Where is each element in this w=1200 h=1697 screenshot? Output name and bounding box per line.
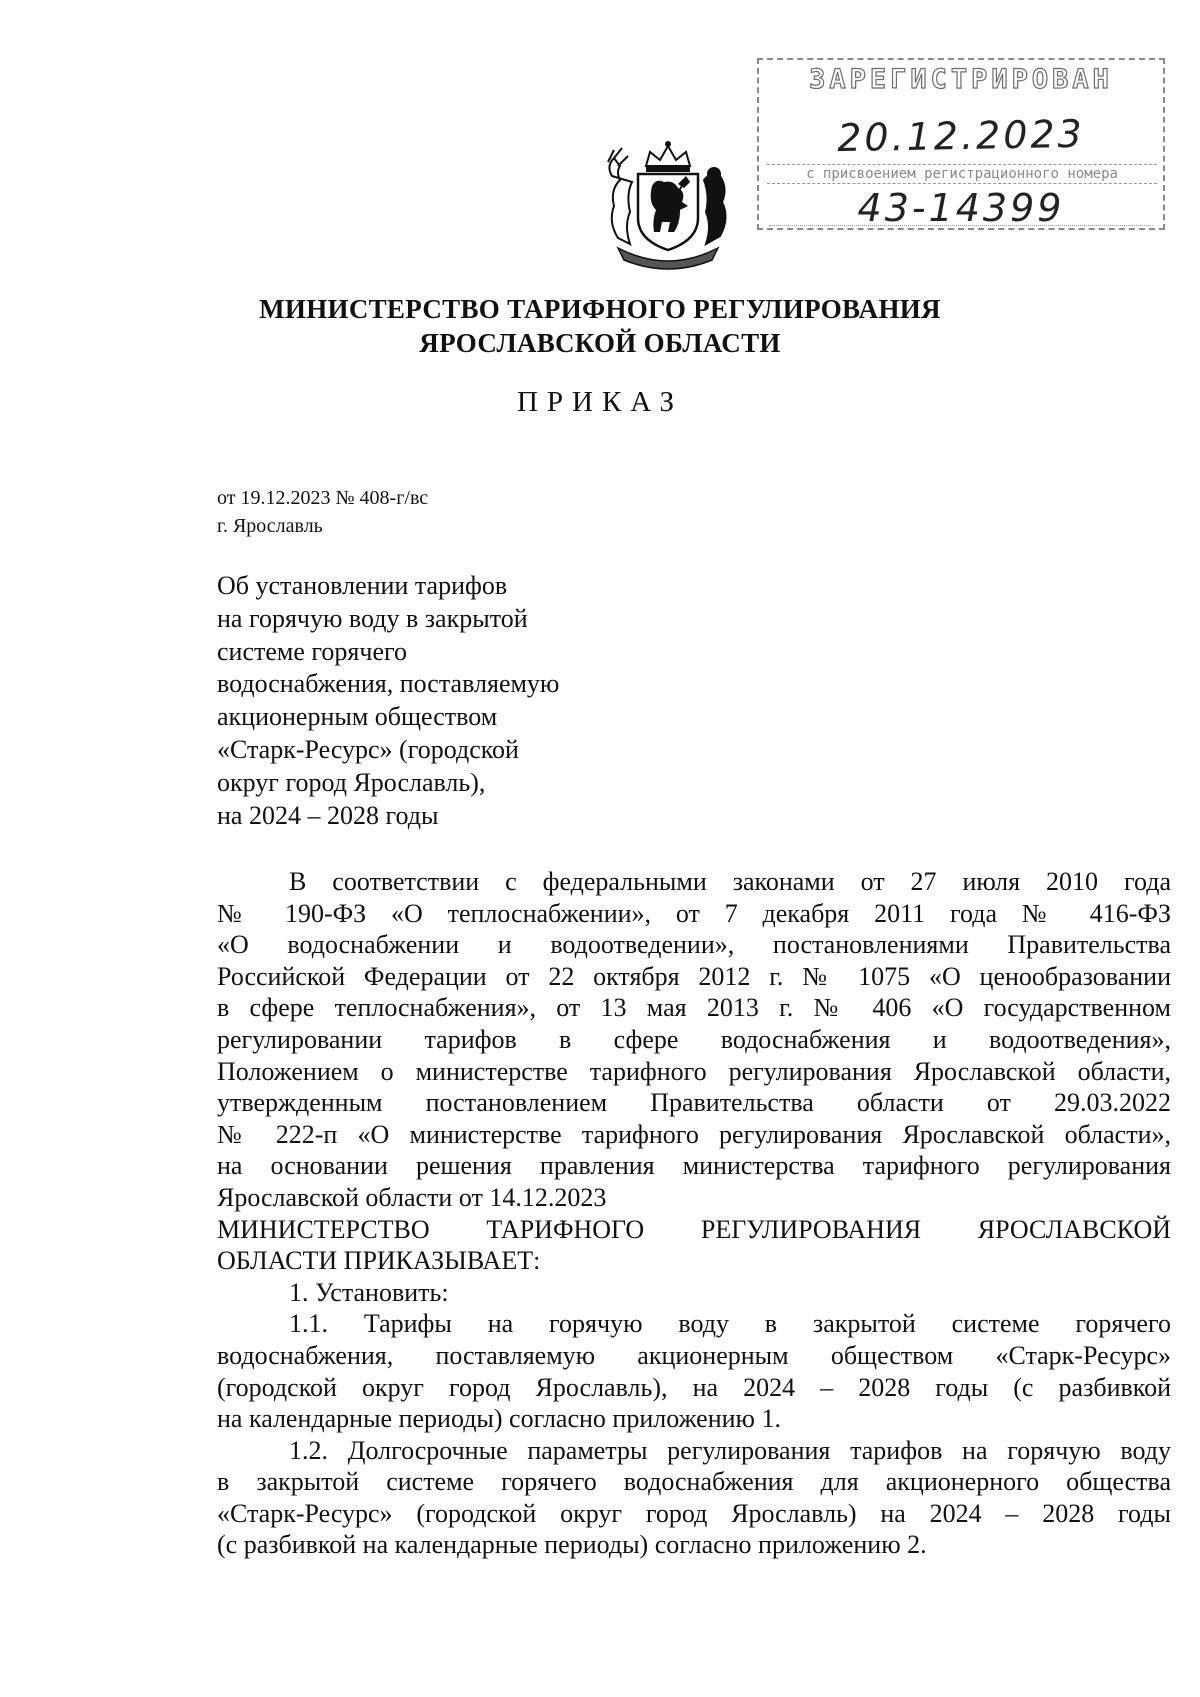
subject-line: акционерным обществом — [217, 702, 498, 732]
preamble-line: Положением о министерстве тарифного регулирования Ярославской области, — [217, 1056, 1171, 1086]
preamble-line: Ярославской области от 14.12.2023 — [217, 1182, 607, 1212]
item-1-2 — [217, 1435, 1171, 1561]
preamble-line: на основании решения правления министерства тарифного регулирования — [217, 1151, 1171, 1181]
preamble-line: регулировании тарифов в сфере водоснабжения и водоотведения», — [217, 1024, 1171, 1054]
ministry-heading-line: МИНИСТЕРСТВО ТАРИФНОГО РЕГУЛИРОВАНИЯ — [259, 294, 941, 324]
coat-of-arms-icon — [604, 136, 732, 270]
preamble-line: «О водоснабжении и водоотведении», постановлениями Правительства — [217, 930, 1171, 960]
document-body — [217, 866, 1171, 1561]
stamp-registration-number: 43-14399 — [857, 186, 1065, 230]
ministry-heading — [0, 292, 1200, 360]
stamp-title: ЗАРЕГИСТРИРОВАН — [809, 64, 1113, 95]
preamble-line: № 190-ФЗ «О теплоснабжении», от 7 декабря 2011 года № 416-ФЗ — [217, 898, 1171, 928]
preamble-line: № 222-п «О министерстве тарифного регулирования Ярославской области», — [217, 1119, 1171, 1149]
item-1-1-line: (городской округ город Ярославль), на 2024 – 2028 годы (с разбивкой — [217, 1372, 1171, 1402]
subject-line: водоснабжения, поставляемую — [217, 669, 560, 699]
item-1-2-line: 1.2. Долгосрочные параметры регулирования тарифов на горячую воду — [289, 1435, 1171, 1465]
subject-line: системе горячего — [217, 636, 407, 666]
item-1-2-line: в закрытой системе горячего водоснабжения для акционерного общества — [217, 1467, 1171, 1497]
registration-stamp — [757, 58, 1165, 230]
stamp-divider — [769, 225, 1153, 226]
subject-line: округ город Ярославль), — [217, 767, 486, 797]
subject-line: «Старк-Ресурс» (городской — [217, 734, 519, 764]
document-subject — [217, 570, 559, 832]
item-1-1-line: 1.1. Тарифы на горячую воду в закрытой системе горячего — [289, 1309, 1171, 1339]
resolution-line: ОБЛАСТИ ПРИКАЗЫВАЕТ: — [217, 1246, 541, 1276]
document-date-number: от 19.12.2023 № 408-г/вс — [217, 487, 429, 509]
item-1-2-line: (с разбивкой на календарные периоды) согласно приложению 2. — [217, 1530, 927, 1560]
ministry-heading-line: ЯРОСЛАВСКОЙ ОБЛАСТИ — [419, 328, 781, 358]
preamble-line: Российской Федерации от 22 октября 2012 г. № 1075 «О ценообразовании — [217, 961, 1171, 991]
stamp-note: с присвоением регистрационного номера — [767, 164, 1157, 184]
item-1-1 — [217, 1308, 1171, 1434]
preamble-line: утвержденным постановлением Правительства области от 29.03.2022 — [217, 1088, 1171, 1118]
document-type-title: ПРИКАЗ — [516, 386, 684, 418]
subject-line: Об установлении тарифов — [217, 571, 508, 600]
subject-line: на горячую воду в закрытой — [217, 603, 528, 633]
resolution-heading — [217, 1214, 1171, 1277]
preamble-line: в сфере теплоснабжения», от 13 мая 2013 г. № 406 «О государственном — [217, 993, 1171, 1023]
item-1-1-line: водоснабжения, поставляемую акционерным обществом «Старк-Ресурс» — [217, 1340, 1171, 1370]
document-place: г. Ярославль — [217, 515, 323, 537]
item-1-1-line: на календарные периоды) согласно приложению 1. — [217, 1404, 781, 1434]
document-meta — [217, 484, 428, 540]
item-1-2-line: «Старк-Ресурс» (городской округ город Ярославль) на 2024 – 2028 годы — [217, 1498, 1171, 1528]
item-1: 1. Установить: — [289, 1277, 449, 1307]
preamble-line: В соответствии с федеральными законами от 27 июля 2010 года — [289, 867, 1171, 896]
resolution-line: МИНИСТЕРСТВО ТАРИФНОГО РЕГУЛИРОВАНИЯ ЯРОСЛАВСКОЙ — [217, 1214, 1171, 1244]
subject-line: на 2024 – 2028 годы — [217, 800, 439, 830]
preamble-paragraph — [217, 866, 1171, 1214]
stamp-date: 20.12.2023 — [836, 111, 1086, 161]
